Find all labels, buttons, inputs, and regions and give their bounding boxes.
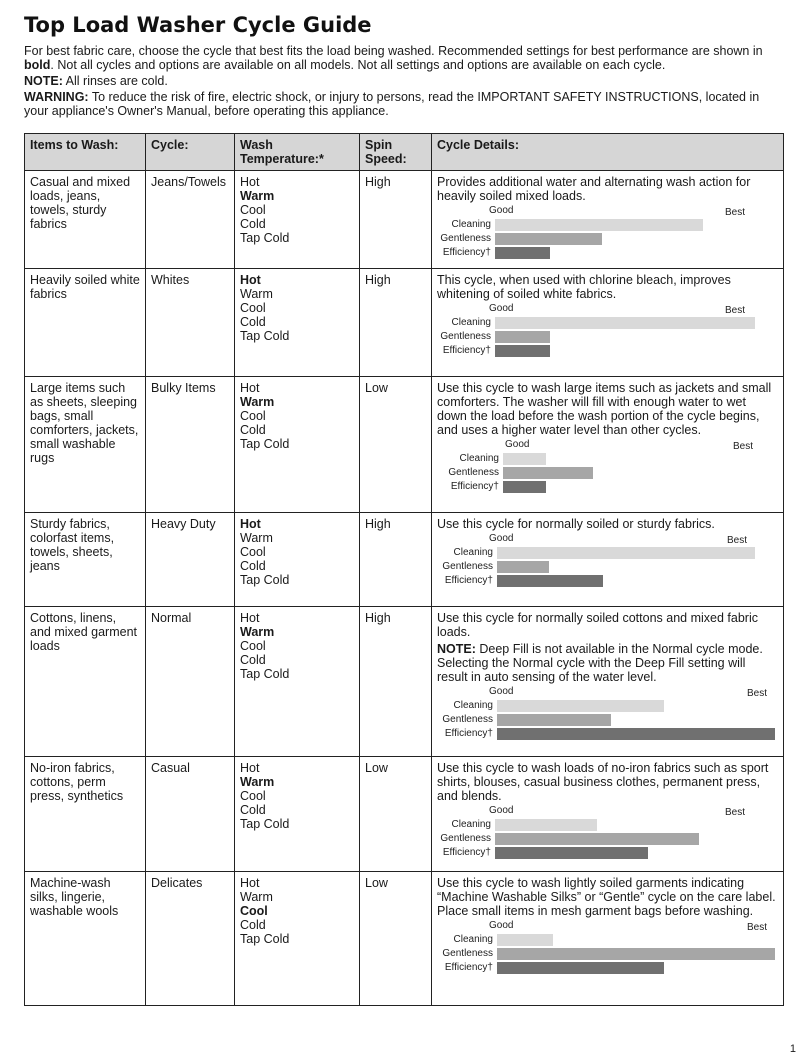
cycle-cell: Jeans/Towels xyxy=(146,171,235,269)
items-cell: Heavily soiled white fabrics xyxy=(25,269,146,377)
perf-gentleness-label: Gentleness xyxy=(440,233,491,244)
details-cell xyxy=(432,513,784,607)
temperature-option: Cool xyxy=(240,203,266,217)
note-text: All rinses are cold. xyxy=(62,74,168,88)
cycle-cell: Casual xyxy=(146,757,235,872)
details-text: Use this cycle to wash loads of no-iron fabrics such as sport shirts, blouses, casual business clothes, permanent press, and blends. xyxy=(437,761,769,803)
perf-cleaning-bar xyxy=(495,819,597,831)
performance-chart xyxy=(437,920,778,978)
cycle-cell: Normal xyxy=(146,607,235,757)
items-cell: Machine-wash silks, lingerie, washable wools xyxy=(25,872,146,1006)
perf-gentleness-label: Gentleness xyxy=(442,948,493,959)
table-row xyxy=(25,607,784,757)
details-note-label: NOTE: xyxy=(437,642,476,656)
spin-cell: High xyxy=(360,171,432,269)
temperature-option: Tap Cold xyxy=(240,817,290,831)
spin-cell: Low xyxy=(360,757,432,872)
header-cycle: Cycle: xyxy=(146,134,235,171)
temperature-cell xyxy=(235,872,360,1006)
perf-gentleness-bar xyxy=(497,714,611,726)
temperature-option: Cool xyxy=(240,904,268,918)
temperature-cell xyxy=(235,171,360,269)
perf-cleaning-label: Cleaning xyxy=(453,700,493,711)
perf-gentleness-label: Gentleness xyxy=(440,833,491,844)
intro-text: For best fabric care, choose the cycle that best fits the load being washed. Recommended settings for best performance are shown in xyxy=(24,44,763,58)
note-paragraph xyxy=(24,74,784,88)
temperature-option: Hot xyxy=(240,611,260,625)
perf-efficiency-bar xyxy=(497,575,603,587)
temperature-option: Tap Cold xyxy=(240,437,290,451)
perf-efficiency-bar xyxy=(497,962,664,974)
details-text: This cycle, when used with chlorine bleach, improves whitening of soiled white fabrics. xyxy=(437,273,731,301)
temperature-option: Tap Cold xyxy=(240,231,290,245)
temperature-cell xyxy=(235,607,360,757)
details-cell xyxy=(432,757,784,872)
warning-paragraph xyxy=(24,90,784,118)
perf-best-label: Best xyxy=(725,305,746,316)
perf-cleaning-label: Cleaning xyxy=(453,547,493,558)
items-cell: Casual and mixed loads, jeans, towels, sturdy fabrics xyxy=(25,171,146,269)
perf-gentleness-label: Gentleness xyxy=(442,714,493,725)
temperature-option: Hot xyxy=(240,175,260,189)
temperature-option: Warm xyxy=(240,287,273,301)
temperature-option: Warm xyxy=(240,189,275,203)
perf-gentleness-bar xyxy=(503,467,593,479)
perf-efficiency-bar xyxy=(495,247,550,259)
spin-cell: Low xyxy=(360,872,432,1006)
spin-cell: High xyxy=(360,607,432,757)
perf-efficiency-bar xyxy=(503,481,546,493)
header-details: Cycle Details: xyxy=(432,134,784,171)
performance-chart xyxy=(437,439,778,497)
details-text: Use this cycle to wash large items such as jackets and small comforters. The washer will fill with enough water to wet down the load before the wash portion of the cycle begins, and uses a higher water level than other cycles. xyxy=(437,381,772,437)
perf-efficiency-label: Efficiency† xyxy=(442,247,491,258)
perf-efficiency-bar xyxy=(497,728,775,740)
perf-gentleness-bar xyxy=(497,948,775,960)
temperature-option: Hot xyxy=(240,381,260,395)
cycle-cell: Bulky Items xyxy=(146,377,235,513)
perf-cleaning-bar xyxy=(497,547,755,559)
temperature-option: Tap Cold xyxy=(240,932,290,946)
temperature-option: Cold xyxy=(240,217,266,231)
performance-chart xyxy=(437,686,778,744)
temperature-cell xyxy=(235,757,360,872)
performance-chart xyxy=(437,303,778,361)
temperature-option: Warm xyxy=(240,625,275,639)
perf-best-label: Best xyxy=(747,688,768,699)
details-cell xyxy=(432,607,784,757)
intro-bold-word: bold xyxy=(24,58,51,72)
perf-good-label: Good xyxy=(489,303,514,314)
perf-good-label: Good xyxy=(489,920,514,931)
details-note xyxy=(437,642,778,684)
temperature-option: Hot xyxy=(240,273,261,287)
perf-good-label: Good xyxy=(489,805,514,816)
details-note-text: Deep Fill is not available in the Normal cycle mode. Selecting the Normal cycle with the Deep Fill setting will result in auto sensing of the water level. xyxy=(437,642,763,684)
table-header-row xyxy=(25,134,784,171)
perf-gentleness-bar xyxy=(495,331,550,343)
cycle-table xyxy=(24,133,784,1006)
table-row xyxy=(25,269,784,377)
perf-gentleness-label: Gentleness xyxy=(440,331,491,342)
perf-cleaning-label: Cleaning xyxy=(451,317,491,328)
intro-text-end: . Not all cycles and options are available on all models. Not all settings and options are available on each cycle. xyxy=(50,58,666,72)
perf-cleaning-label: Cleaning xyxy=(453,934,493,945)
perf-efficiency-label: Efficiency† xyxy=(444,728,493,739)
perf-efficiency-label: Efficiency† xyxy=(442,345,491,356)
details-cell xyxy=(432,377,784,513)
temperature-option: Hot xyxy=(240,876,260,890)
temperature-option: Cool xyxy=(240,409,266,423)
spin-cell: Low xyxy=(360,377,432,513)
temperature-option: Warm xyxy=(240,775,275,789)
perf-cleaning-label: Cleaning xyxy=(451,219,491,230)
perf-gentleness-bar xyxy=(497,561,549,573)
perf-efficiency-bar xyxy=(495,847,648,859)
temperature-option: Cool xyxy=(240,639,266,653)
temperature-cell xyxy=(235,269,360,377)
perf-gentleness-bar xyxy=(495,833,699,845)
temperature-option: Cold xyxy=(240,803,266,817)
perf-gentleness-label: Gentleness xyxy=(448,467,499,478)
items-cell: Sturdy fabrics, colorfast items, towels, sheets, jeans xyxy=(25,513,146,607)
perf-best-label: Best xyxy=(725,207,746,218)
perf-good-label: Good xyxy=(489,686,514,697)
temperature-option: Tap Cold xyxy=(240,329,290,343)
perf-best-label: Best xyxy=(733,441,754,452)
note-label: NOTE: xyxy=(24,74,63,88)
perf-cleaning-bar xyxy=(497,700,664,712)
temperature-option: Warm xyxy=(240,890,273,904)
perf-good-label: Good xyxy=(489,205,514,216)
temperature-cell xyxy=(235,377,360,513)
details-cell xyxy=(432,269,784,377)
warning-text: To reduce the risk of fire, electric shock, or injury to persons, read the IMPORTANT SAFETY INSTRUCTIONS, located in your appliance's Owner's Manual, before operating this appliance. xyxy=(24,90,760,118)
table-row xyxy=(25,171,784,269)
header-spin: Spin Speed: xyxy=(360,134,432,171)
table-row xyxy=(25,377,784,513)
perf-efficiency-bar xyxy=(495,345,550,357)
header-temperature: Wash Temperature:* xyxy=(235,134,360,171)
temperature-option: Warm xyxy=(240,531,273,545)
performance-chart xyxy=(437,805,778,863)
table-row xyxy=(25,872,784,1006)
perf-efficiency-label: Efficiency† xyxy=(444,962,493,973)
intro xyxy=(24,44,784,120)
performance-chart xyxy=(437,205,778,263)
details-text: Use this cycle for normally soiled or sturdy fabrics. xyxy=(437,517,715,531)
perf-efficiency-label: Efficiency† xyxy=(442,847,491,858)
perf-cleaning-bar xyxy=(495,219,703,231)
spin-cell: High xyxy=(360,513,432,607)
table-row xyxy=(25,513,784,607)
temperature-option: Tap Cold xyxy=(240,573,290,587)
perf-gentleness-label: Gentleness xyxy=(442,561,493,572)
items-cell: Cottons, linens, and mixed garment loads xyxy=(25,607,146,757)
perf-best-label: Best xyxy=(747,922,768,933)
temperature-option: Cold xyxy=(240,423,266,437)
cycle-cell: Heavy Duty xyxy=(146,513,235,607)
details-cell xyxy=(432,872,784,1006)
temperature-option: Tap Cold xyxy=(240,667,290,681)
perf-gentleness-bar xyxy=(495,233,602,245)
page-title: Top Load Washer Cycle Guide xyxy=(24,13,372,37)
performance-chart xyxy=(437,533,778,591)
temperature-option: Cool xyxy=(240,789,266,803)
temperature-option: Cold xyxy=(240,653,266,667)
details-text: Provides additional water and alternating wash action for heavily soiled mixed loads. xyxy=(437,175,751,203)
cycle-cell: Delicates xyxy=(146,872,235,1006)
temperature-option: Cold xyxy=(240,559,266,573)
temperature-option: Hot xyxy=(240,761,260,775)
perf-good-label: Good xyxy=(505,439,530,450)
perf-efficiency-label: Efficiency† xyxy=(450,481,499,492)
perf-cleaning-label: Cleaning xyxy=(451,819,491,830)
perf-good-label: Good xyxy=(489,533,514,544)
details-text: Use this cycle for normally soiled cottons and mixed fabric loads. xyxy=(437,611,758,639)
perf-best-label: Best xyxy=(725,807,746,818)
perf-efficiency-label: Efficiency† xyxy=(444,575,493,586)
perf-cleaning-bar xyxy=(497,934,553,946)
cycle-cell: Whites xyxy=(146,269,235,377)
page-number: 1 xyxy=(789,1043,796,1055)
details-cell xyxy=(432,171,784,269)
perf-cleaning-bar xyxy=(495,317,755,329)
items-cell: Large items such as sheets, sleeping bags, small comforters, jackets, small washable rugs xyxy=(25,377,146,513)
temperature-option: Hot xyxy=(240,517,261,531)
perf-cleaning-bar xyxy=(503,453,546,465)
details-text: Use this cycle to wash lightly soiled garments indicating “Machine Washable Silks” or “Gentle” cycle on the care label. Place small items in mesh garment bags before washing. xyxy=(437,876,776,918)
perf-cleaning-label: Cleaning xyxy=(459,453,499,464)
temperature-option: Cool xyxy=(240,301,266,315)
items-cell: No-iron fabrics, cottons, perm press, synthetics xyxy=(25,757,146,872)
temperature-option: Cold xyxy=(240,315,266,329)
perf-best-label: Best xyxy=(727,535,748,546)
temperature-option: Cold xyxy=(240,918,266,932)
intro-paragraph xyxy=(24,44,784,72)
spin-cell: High xyxy=(360,269,432,377)
temperature-option: Warm xyxy=(240,395,275,409)
temperature-cell xyxy=(235,513,360,607)
header-items: Items to Wash: xyxy=(25,134,146,171)
table-row xyxy=(25,757,784,872)
warning-label: WARNING: xyxy=(24,90,89,104)
temperature-option: Cool xyxy=(240,545,266,559)
